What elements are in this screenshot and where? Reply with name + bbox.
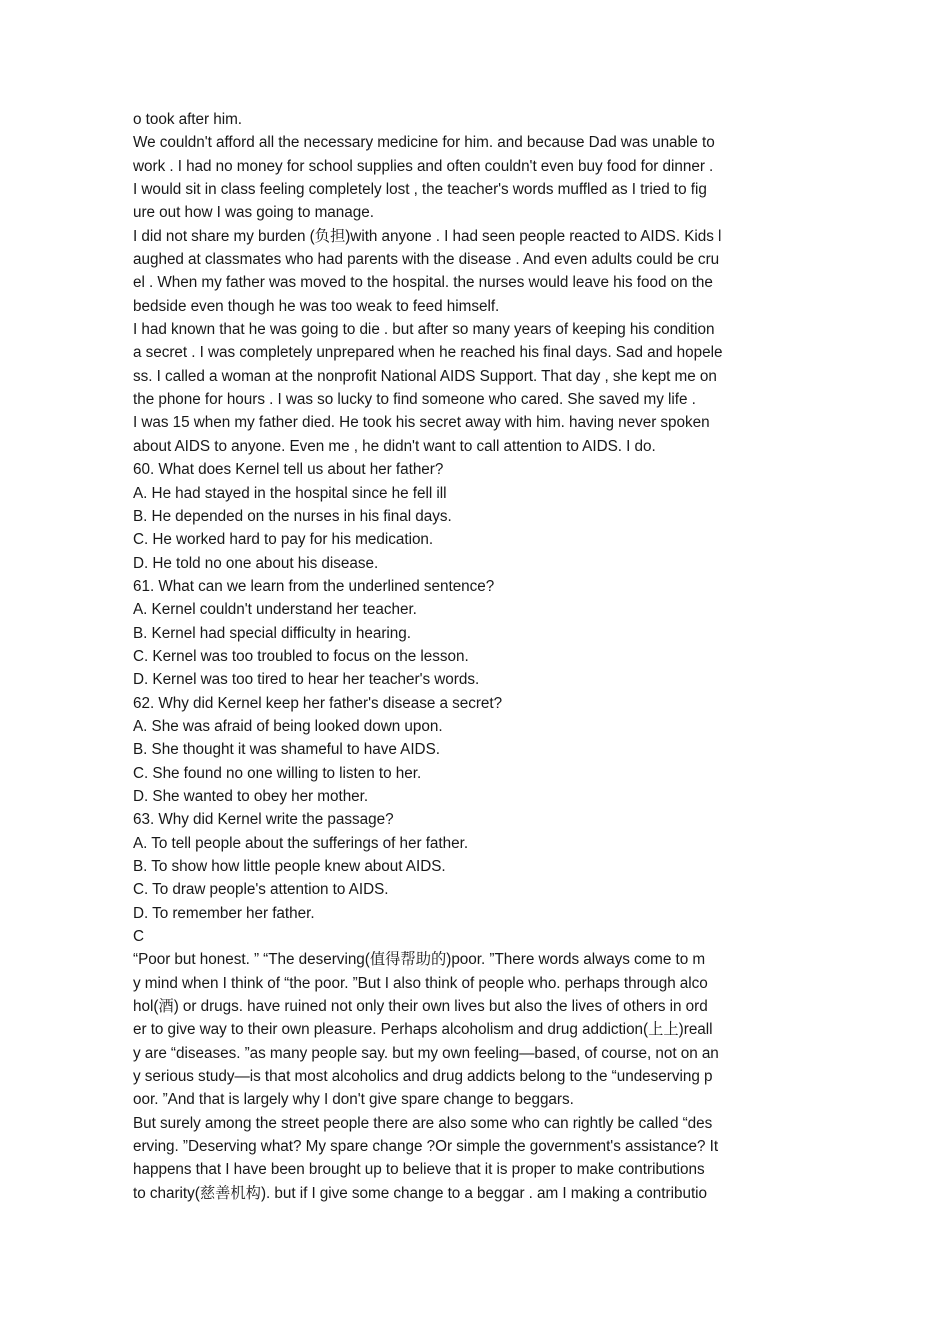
option-line: B. He depended on the nurses in his final days. [133,507,452,525]
text-line: happens that I have been brought up to believe that it is proper to make contributions [133,1161,705,1179]
option-line: B. To show how little people knew about AIDS. [133,858,446,875]
option-line: D. To remember her father. [133,904,315,922]
text-line: I had known that he was going to die . but after so many years of keeping his condition [133,321,715,339]
text-line: “Poor but honest. ” “The deserving(值得帮助的)poor. ”There words always come to m [133,951,706,969]
option-line: D. She wanted to obey her mother. [133,787,369,805]
text-line: bedside even though he was too weak to feed himself. [133,297,500,315]
text-line: We couldn't afford all the necessary medicine for him. and because Dad was unable to [133,134,715,152]
text-line: But surely among the street people there are also some who can rightly be called “des [133,1114,713,1132]
text-line: a secret . I was completely unprepared when he reached his final days. Sad and hopele [133,344,723,362]
text-line: work . I had no money for school supplies and often couldn't even buy food for dinner . [133,157,714,175]
option-line: B. Kernel had special difficulty in hearing. [133,624,411,642]
text-line: I was 15 when my father died. He took his secret away with him. having never spoken [133,414,710,432]
option-line: A. To tell people about the sufferings of her father. [133,834,469,852]
option-line: D. Kernel was too tired to hear her teacher's words. [133,671,480,689]
question-line: 63. Why did Kernel write the passage? [133,811,394,829]
text-line: to charity(慈善机构). but if I give some change to a beggar . am I making a contributio [133,1184,708,1202]
text-line: y mind when I think of “the poor. ”But I also think of people who. perhaps through alco [133,974,708,992]
text-line: I would sit in class feeling completely lost , the teacher's words muffled as I tried to fig [133,181,707,199]
option-line: C. To draw people's attention to AIDS. [133,881,389,899]
option-line: A. She was afraid of being looked down upon. [133,717,443,735]
text-line: y are “diseases. ”as many people say. but my own feeling—based, of course, not on an [133,1044,719,1062]
question-line: 62. Why did Kernel keep her father's disease a secret? [133,694,503,712]
answer-line: C [133,928,145,946]
text-line: about AIDS to anyone. Even me , he didn't want to call attention to AIDS. I do. [133,437,656,455]
text-line: y serious study—is that most alcoholics and drug addicts belong to the “undeserving p [133,1068,713,1086]
text-line: el . When my father was moved to the hospital. the nurses would leave his food on the [133,274,713,292]
option-line: C. She found no one willing to listen to her. [133,764,422,782]
text-line: I did not share my burden (负担)with anyone . I had seen people reacted to AIDS. Kids l [133,227,722,245]
option-line: A. Kernel couldn't understand her teacher. [133,601,417,619]
text-line: hol(酒) or drugs. have ruined not only their own lives but also the lives of others in ord [133,998,708,1016]
option-line: B. She thought it was shameful to have AIDS. [133,741,440,759]
question-line: 61. What can we learn from the underlined sentence? [133,577,495,595]
text-line: aughed at classmates who had parents with the disease . And even adults could be cru [133,251,720,269]
text-line: o took after him. [133,111,243,128]
question-line: 60. What does Kernel tell us about her father? [133,461,444,479]
text-line: er to give way to their own pleasure. Perhaps alcoholism and drug addiction(上上)reall [133,1021,713,1039]
document-text-column [133,108,821,1205]
option-line: D. He told no one about his disease. [133,554,379,572]
text-line: the phone for hours . I was so lucky to find someone who cared. She saved my life . [133,391,696,409]
text-line: erving. ”Deserving what? My spare change ?Or simple the government's assistance? It [133,1138,719,1156]
option-line: A. He had stayed in the hospital since he fell ill [133,484,447,502]
option-line: C. Kernel was too troubled to focus on the lesson. [133,647,469,665]
option-line: C. He worked hard to pay for his medication. [133,531,434,549]
text-line: ure out how I was going to manage. [133,204,374,222]
text-line: oor. ”And that is largely why I don't give spare change to beggars. [133,1091,574,1109]
text-line: ss. I called a woman at the nonprofit National AIDS Support. That day , she kept me on [133,367,717,385]
